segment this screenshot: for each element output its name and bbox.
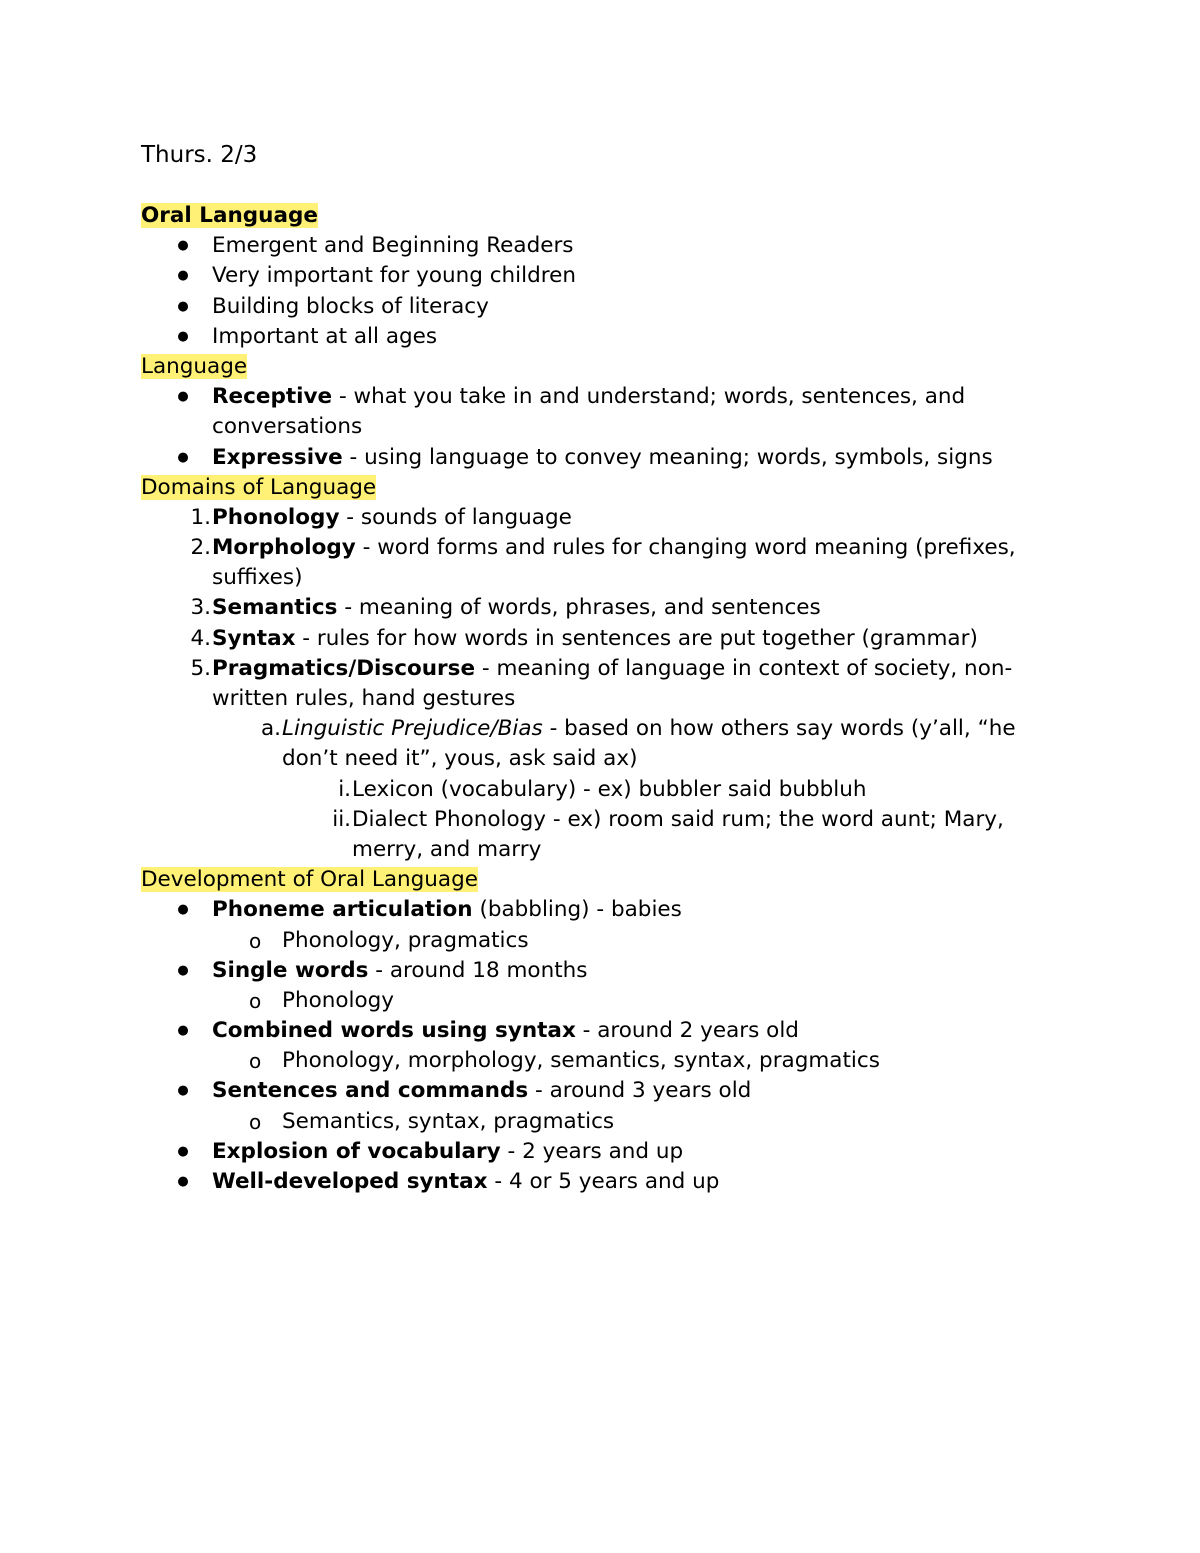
bullet-icon: ● (177, 449, 189, 465)
list-item: 2. Morphology - word forms and rules for changing word meaning (prefixes, (141, 533, 1041, 563)
list-item: 3. Semantics - meaning of words, phrases, and sentences (141, 593, 1041, 623)
continuation-text: suffixes) (212, 565, 303, 591)
bullet-icon: ● (177, 389, 189, 405)
list-item: ● Phoneme articulation (babbling) - babies (141, 895, 1041, 925)
list-number: 5. (190, 655, 211, 681)
list-number: 2. (190, 535, 211, 561)
list-item: ● Important at all ages (141, 322, 1041, 352)
list-item: a. Linguistic Prejudice/Bias - based on how others say words (y’all, “he (141, 714, 1041, 744)
circle-bullet-icon: o (249, 1109, 262, 1134)
list-letter: a. (260, 716, 281, 742)
continuation-text: written rules, hand gestures (212, 686, 516, 711)
bullet-icon: ● (177, 1083, 189, 1099)
list-number: 1. (190, 504, 211, 530)
bullet-icon: ● (177, 1023, 189, 1039)
term: Receptive (212, 384, 333, 410)
list-number: 4. (190, 625, 211, 651)
list-item: ● Emergent and Beginning Readers (141, 231, 1041, 261)
term: Expressive (212, 444, 343, 470)
list-item: 5. Pragmatics/Discourse - meaning of language in context of society, non- (141, 654, 1041, 684)
list-item: ● Expressive - using language to convey meaning; words, symbols, signs (141, 443, 1041, 473)
bullet-icon: ● (177, 268, 189, 284)
list-item: o Semantics, syntax, pragmatics (141, 1107, 1041, 1137)
list-item: ● Sentences and commands - around 3 years old (141, 1076, 1041, 1106)
list-item: ● Explosion of vocabulary - 2 years and up (141, 1137, 1041, 1167)
circle-bullet-icon: o (249, 1049, 262, 1074)
continuation-text: conversations (212, 414, 363, 440)
list-item: ● Very important for young children (141, 261, 1041, 291)
document-page (141, 138, 1041, 1197)
circle-bullet-icon: o (249, 928, 262, 953)
list-item: o Phonology, pragmatics (141, 926, 1041, 956)
list-item: ● Receptive - what you take in and understand; words, sentences, and (141, 382, 1041, 412)
circle-bullet-icon: o (249, 988, 262, 1013)
heading-development: Development of Oral Language (141, 867, 478, 893)
list-item: o Phonology, morphology, semantics, syntax, pragmatics (141, 1046, 1041, 1076)
bullet-icon: ● (177, 902, 189, 918)
list-item: ● Combined words using syntax - around 2 years old (141, 1016, 1041, 1046)
list-item: ii. Dialect Phonology - ex) room said rum; the word aunt; Mary, (141, 805, 1041, 835)
bullet-icon: ● (177, 1174, 189, 1189)
heading-language: Language (141, 353, 248, 379)
list-item: 1. Phonology - sounds of language (141, 503, 1041, 533)
list-number: 3. (190, 595, 211, 621)
heading-oral-language: Oral Language (141, 203, 318, 228)
heading-domains: Domains of Language (141, 474, 377, 500)
continuation-text: don’t need it”, yous, ask said ax) (282, 746, 638, 772)
list-item: ● Well-developed syntax - 4 or 5 years and up (141, 1167, 1041, 1197)
list-roman: i. (338, 776, 351, 802)
list-item: 4. Syntax - rules for how words in sentences are put together (grammar) (141, 624, 1041, 654)
bullet-icon: ● (177, 328, 189, 344)
bullet-icon: ● (177, 238, 189, 254)
bullet-icon: ● (177, 298, 189, 314)
list-item: o Phonology (141, 986, 1041, 1016)
bullet-icon: ● (177, 1143, 189, 1159)
page-date: Thurs. 2/3 (141, 142, 258, 168)
list-item: ● Building blocks of literacy (141, 292, 1041, 322)
list-item: ● Single words - around 18 months (141, 956, 1041, 986)
list-roman: ii. (332, 806, 351, 832)
list-item: i. Lexicon (vocabulary) - ex) bubbler said bubbluh (141, 775, 1041, 805)
continuation-text: merry, and marry (352, 836, 542, 862)
bullet-icon: ● (177, 962, 189, 978)
